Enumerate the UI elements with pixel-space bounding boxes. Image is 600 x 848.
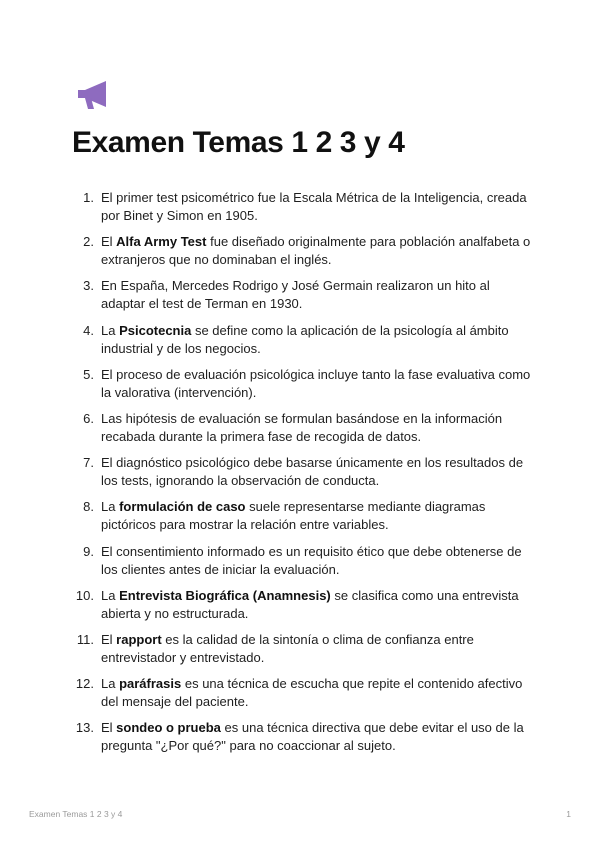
item-text [101,587,536,623]
item-text [101,675,536,711]
item-text [101,233,536,269]
item-number: 8. [83,499,94,515]
list-item [66,675,536,711]
bold-term: formulación de caso [119,499,246,515]
item-text-segment: es la calidad de la sintonía o clima de confianza entre entrevistador y entrevistado. [101,632,474,665]
item-number: 3. [83,278,94,294]
list-item [66,322,536,358]
item-text-segment: se clasifica como una entrevista abierta y no estructurada. [101,587,519,621]
list-item [66,543,536,579]
list-item [66,233,536,269]
list-item [66,719,536,755]
item-text-segment: El diagnóstico psicológico debe basarse únicamente en los resultados de los tests, ignorando la observación de conducta. [101,455,524,489]
item-text-segment: El [101,720,117,736]
item-number: 10. [75,587,94,603]
item-number: 6. [83,411,94,427]
item-number: 7. [83,455,94,471]
item-text-segment: El primer test psicométrico fue la Escala Métrica de la Inteligencia, creada por Binet y Simon en 1905. [101,190,527,223]
bold-term: sondeo o prueba [116,720,221,736]
item-text [101,189,536,225]
list-item [66,366,536,402]
item-number: 9. [83,543,94,559]
bold-term: rapport [116,632,162,648]
item-text-segment: Las hipótesis de evaluación se formulan basándose en la información recabada durante la primera fase de recogida de datos. [101,411,503,444]
page-title: Examen Temas 1 2 3 y 4 [72,126,405,159]
item-text-segment: La [101,322,120,338]
item-number: 11. [76,632,94,648]
item-text [101,498,536,534]
item-number: 5. [83,366,94,382]
item-text [101,719,536,755]
list-item [66,189,536,225]
item-text-segment: suele representarse mediante diagramas pictóricos para mostrar la relación entre variables. [101,499,486,533]
item-text [101,410,536,446]
item-text-segment: es una técnica directiva que debe evitar el uso de la pregunta "¿Por qué?" para no coaccionar al sujeto. [101,720,524,754]
footer-doc-title: Examen Temas 1 2 3 y 4 [29,809,123,819]
item-number: 4. [83,322,94,338]
item-text [101,366,536,402]
page-footer [29,809,571,819]
megaphone-icon [76,78,112,112]
bold-term: Entrevista Biográfica (Anamnesis) [119,587,331,603]
item-number: 1. [83,190,94,205]
item-text-segment: En España, Mercedes Rodrigo y José Germain realizaron un hito al adaptar el test de Terman en 1930. [101,278,490,312]
list-item [66,631,536,667]
bold-term: Alfa Army Test [116,234,207,250]
item-number: 13. [75,720,94,736]
item-text-segment: El proceso de evaluación psicológica incluye tanto la fase evaluativa como la valorativa (intervención). [101,366,531,400]
list-item [66,410,536,446]
item-text-segment: fue diseñado originalmente para población analfabeta o extranjeros que no dominaban el inglés. [101,234,531,268]
item-text-segment: se define como la aplicación de la psicología al ámbito industrial y de los negocios. [101,322,509,356]
item-text-segment: La [101,587,120,603]
item-text-segment: El consentimiento informado es un requisito ético que debe obtenerse de los clientes antes de iniciar la evaluación. [101,543,522,577]
item-text [101,322,536,358]
item-text-segment: La [101,499,120,515]
item-text-segment: El [101,234,117,250]
numbered-question-list [66,189,536,764]
item-text-segment: El [101,632,117,648]
item-text [101,277,536,313]
item-text-segment: es una técnica de escucha que repite el contenido afectivo del mensaje del paciente. [101,676,523,710]
item-text-segment: La [101,676,120,692]
bold-term: paráfrasis [119,676,182,692]
footer-page-number: 1 [566,809,571,819]
item-text [101,631,536,667]
item-number: 2. [83,234,94,250]
item-number: 12. [75,676,94,692]
list-item [66,498,536,534]
list-item [66,454,536,490]
list-item [66,277,536,313]
bold-term: Psicotecnia [119,322,192,338]
item-text [101,454,536,490]
item-text [101,543,536,579]
list-item [66,587,536,623]
